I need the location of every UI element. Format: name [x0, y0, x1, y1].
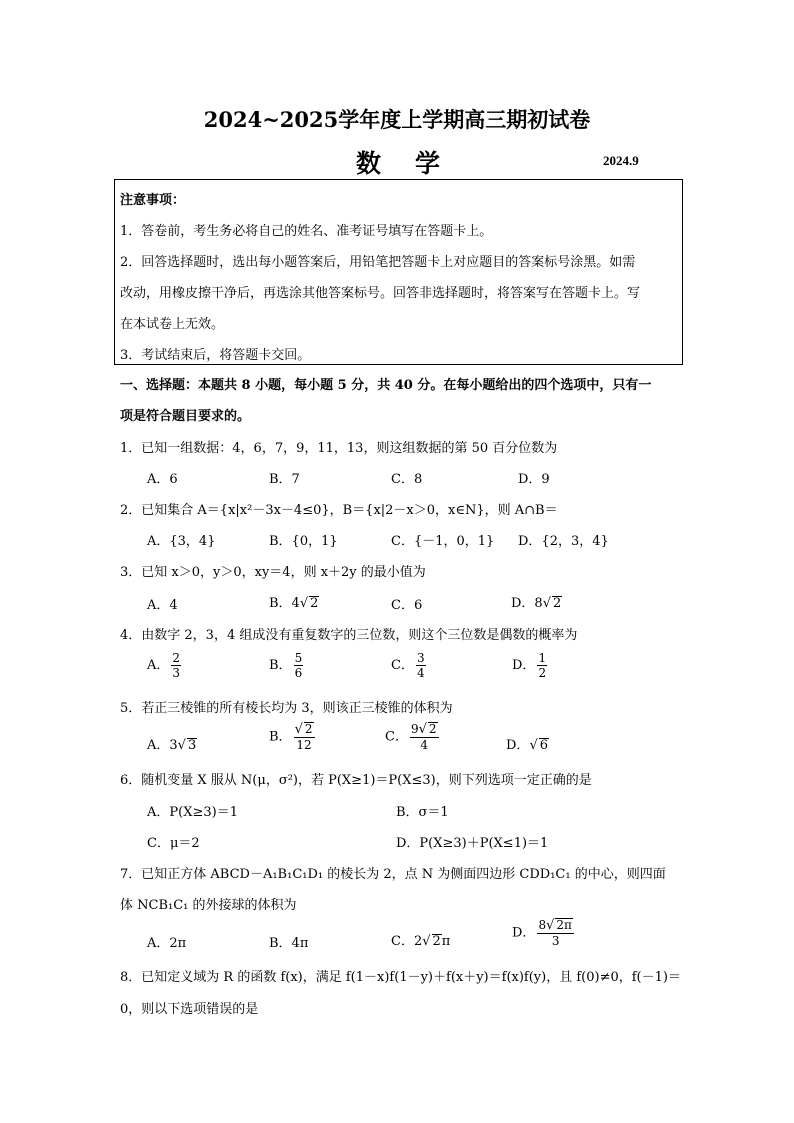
question-3-option-b: B．4√ 2: [269, 596, 319, 611]
question-5-option-c-denominator: 4: [420, 738, 429, 752]
question-4-option-d: [512, 651, 549, 680]
question-2-option-c: C．{－1，0，1}: [391, 534, 495, 549]
question-4-option-a-numerator: 2: [172, 651, 181, 665]
question-8-stem-line-2: 0，则以下选项错误的是: [120, 1002, 259, 1017]
question-3-option-d-prefix: D．8: [511, 596, 543, 611]
exam-date: 2024.9: [603, 153, 639, 168]
question-6-option-d: D．P(X≥3)＋P(X≤1)＝1: [396, 836, 549, 851]
question-3-option-c: C．6: [391, 598, 423, 613]
question-2-stem: 2．已知集合 A＝{x|x²－3x－4≤0}，B＝{x|2－x＞0，x∈N}，则 A∩B＝: [120, 503, 558, 518]
question-1-option-c: C．8: [391, 472, 423, 487]
question-6-option-b: B．σ＝1: [396, 805, 449, 820]
question-7-option-d: D． $\frac{8√ 2\pi}{3}$: [512, 918, 572, 948]
question-7-stem-line-2: 体 NCB₁C₁ 的外接球的体积为: [120, 898, 297, 913]
question-5-option-c-label: C．: [385, 729, 408, 745]
question-5-option-c-coefficient: 9: [410, 722, 419, 736]
question-7-option-c-prefix: C．2: [391, 934, 423, 949]
section-heading-line-1: 一、选择题：本题共 8 小题，每小题 5 分，共 40 分。在每小题给出的四个选项中，只有一: [120, 378, 652, 393]
question-7-option-c: C．2√ 2π: [391, 934, 451, 949]
question-4-stem: 4．由数字 2，3，4 组成没有重复数字的三位数，则这个三位数是偶数的概率为: [120, 628, 578, 643]
question-4-option-a: [147, 651, 183, 680]
question-4-option-a-label: A．: [147, 658, 170, 673]
question-5-option-a-prefix: A．3: [147, 738, 178, 753]
exam-title: 2024~2025学年度上学期高三期初试卷: [203, 107, 591, 132]
notice-item-2-line-1: 2．回答选择题时，选出每小题答案后，用铅笔把答题卡上对应题目的答案标号涂黑。如需: [120, 255, 636, 270]
question-5-option-c: C． $\frac{9√ 2}{4}$: [385, 722, 437, 752]
question-4-option-d-numerator: 1: [538, 651, 547, 665]
question-3-option-a: A．4: [147, 598, 178, 613]
question-6-option-a: A．P(X≥3)＝1: [147, 805, 238, 820]
question-1-option-a: A．6: [147, 472, 178, 487]
question-4-option-a-denominator: 3: [172, 666, 181, 680]
notice-heading: 注意事项：: [120, 193, 186, 208]
question-7-option-b: B．4π: [269, 936, 309, 951]
question-8-stem-line-1: 8．已知定义域为 R 的函数 f(x)，满足 f(1－x)f(1－y)＋f(x＋y)＝f(x)f(y)，且 f(0)≠0，f(－1)＝: [120, 970, 681, 985]
question-4-option-b-denominator: 6: [294, 666, 303, 680]
question-4-option-d-label: D．: [512, 658, 536, 673]
question-5-option-c-radicand: 2: [428, 722, 437, 736]
question-5-option-b-denominator: 12: [296, 738, 312, 752]
question-3-option-d-radicand: 2: [553, 596, 562, 611]
question-4-option-d-denominator: 2: [538, 666, 547, 680]
question-3-option-b-prefix: B．4: [269, 596, 300, 611]
question-5-option-d: D．√ 6: [506, 738, 549, 753]
question-7-stem-line-1: 7．已知正方体 ABCD－A₁B₁C₁D₁ 的棱长为 2，点 N 为侧面四边形 CDD₁C₁ 的中心，则四面: [120, 867, 666, 882]
question-5-option-d-prefix: D．: [506, 738, 530, 753]
question-2-option-d: D．{2，3，4}: [518, 534, 609, 549]
question-7-option-d-radicand: 2π: [556, 918, 572, 932]
question-7-option-c-suffix: π: [441, 934, 451, 949]
question-1-option-d: D．9: [518, 472, 550, 487]
notice-item-1: 1．答卷前，考生务必将自己的姓名、准考证号填写在答题卡上。: [120, 224, 493, 239]
question-2-option-a: A．{3，4}: [147, 534, 216, 549]
question-7-option-d-coefficient: 8: [538, 918, 547, 932]
question-5-stem: 5．若正三棱锥的所有棱长均为 3，则该正三棱锥的体积为: [120, 701, 453, 716]
question-7-option-c-radicand: 2: [432, 934, 441, 949]
question-2-option-b: B．{0，1}: [269, 534, 338, 549]
question-3-stem: 3．已知 x＞0，y＞0，xy＝4，则 x＋2y 的最小值为: [120, 565, 426, 580]
question-4-option-b-numerator: 5: [294, 651, 303, 665]
question-4-option-b: [269, 651, 305, 680]
question-4-option-b-label: B．: [269, 658, 292, 673]
notice-box: [114, 179, 683, 365]
question-3-option-d: D．8√ 2: [511, 596, 562, 611]
question-7-option-d-label: D．: [512, 925, 536, 941]
question-6-option-c: C．μ＝2: [147, 836, 200, 851]
notice-item-2-line-2: 改动，用橡皮擦干净后，再选涂其他答案标号。回答非选择题时，将答案写在答题卡上。写: [120, 286, 641, 301]
subject-title: 数学: [356, 149, 475, 178]
question-5-option-b: B． $\frac{√ 2}{12}$: [269, 722, 313, 752]
notice-item-3: 3．考试结束后，将答题卡交回。: [120, 348, 311, 363]
question-1-option-b: B．7: [269, 472, 300, 487]
question-3-option-b-radicand: 2: [310, 596, 319, 611]
question-7-option-d-denominator: 3: [551, 934, 560, 948]
question-5-option-a: A．3√ 3: [147, 738, 197, 753]
notice-item-2-line-3: 在本试卷上无效。: [120, 317, 225, 332]
question-4-option-c: [391, 651, 428, 680]
question-6-stem: 6．随机变量 X 服从 N(μ，σ²)，若 P(X≥1)＝P(X≤3)，则下列选项一定正确的是: [120, 773, 592, 788]
question-4-option-c-numerator: 3: [416, 651, 425, 665]
question-4-option-c-label: C．: [391, 658, 414, 673]
question-7-option-a: A．2π: [147, 936, 187, 951]
question-5-option-b-radicand: 2: [304, 722, 313, 736]
section-heading-line-2: 项是符合题目要求的。: [120, 409, 251, 424]
question-4-option-c-denominator: 4: [416, 666, 425, 680]
question-5-option-b-label: B．: [269, 729, 292, 745]
question-5-option-a-radicand: 3: [187, 738, 197, 753]
question-5-option-d-radicand: 6: [539, 738, 549, 753]
question-1-stem: 1．已知一组数据：4，6，7，9，11，13，则这组数据的第 50 百分位数为: [120, 441, 558, 456]
